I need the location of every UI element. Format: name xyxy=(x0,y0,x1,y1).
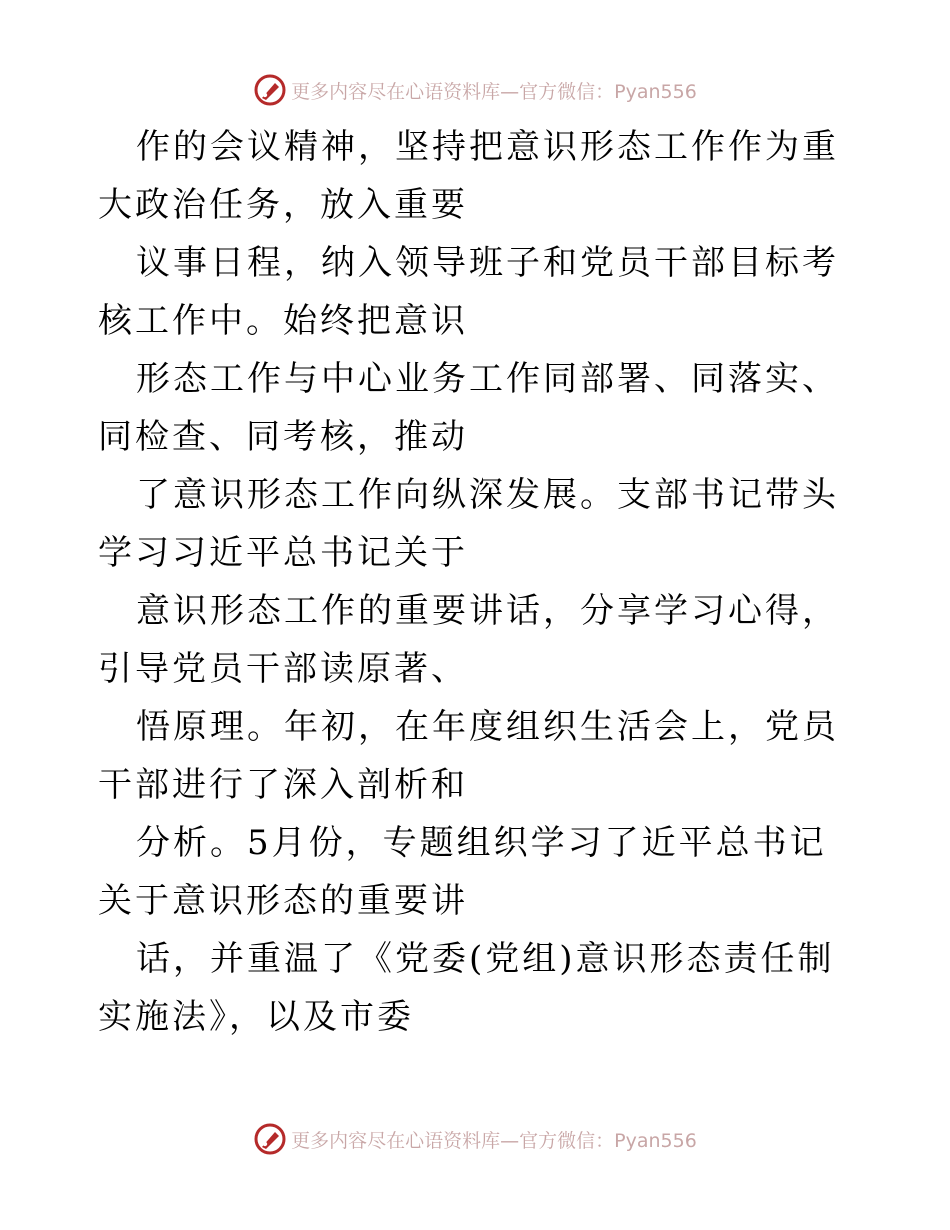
paragraph-line-1: 作的会议精神，坚持把意识形态工作作为重大政治任务，放入重要 xyxy=(98,127,839,225)
footer-banner-text: 更多内容尽在心语资料库—官方微信：Pyan556 xyxy=(291,1129,697,1152)
header-banner xyxy=(0,72,950,108)
paragraph-line-4: 了意识形态工作向纵深发展。支部书记带头学习习近平总书记关于 xyxy=(98,475,839,573)
paragraph-line-7: 分析。5月份，专题组织学习了近平总书记关于意识形态的重要讲 xyxy=(98,823,827,921)
pen-nib-circle-icon xyxy=(253,1122,287,1156)
header-banner-text: 更多内容尽在心语资料库—官方微信：Pyan556 xyxy=(291,80,697,103)
paragraph-line-6: 悟原理。年初，在年度组织生活会上，党员干部进行了深入剖析和 xyxy=(98,707,839,805)
paragraph-line-5: 意识形态工作的重要讲话，分享学习心得，引导党员干部读原著、 xyxy=(98,591,839,689)
paragraph-line-3: 形态工作与中心业务工作同部署、同落实、同检查、同考核，推动 xyxy=(98,359,839,457)
paragraph-line-2: 议事日程，纳入领导班子和党员干部目标考核工作中。始终把意识 xyxy=(98,243,839,341)
paragraph-line-8: 话，并重温了《党委(党组)意识形态责任制实施法》，以及市委 xyxy=(98,939,835,1037)
footer-banner xyxy=(0,1121,950,1157)
pen-nib-circle-icon xyxy=(253,73,287,107)
document-body xyxy=(98,118,858,1046)
